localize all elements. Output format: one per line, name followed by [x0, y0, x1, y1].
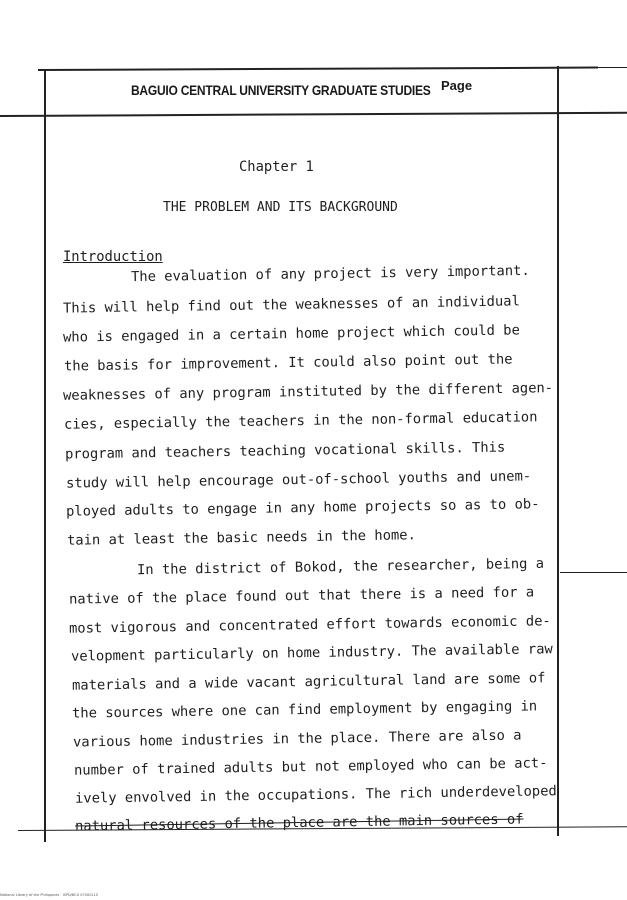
institution-name: BAGUIO CENTRAL UNIVERSITY GRADUATE STUDIES	[131, 82, 431, 98]
body-line: velopment particularly on home industry. The available raw	[70, 641, 553, 665]
body-line: program and teachers teaching vocational skills. This	[64, 439, 506, 463]
body-line: tain at least the basic needs in the home.	[66, 527, 416, 549]
body-line: ployed adults to engage in any home projects so as to ob-	[65, 496, 540, 520]
body-line: cies, especially the teachers in the non-formal education	[63, 409, 538, 433]
section-heading: Introduction	[63, 249, 163, 265]
chapter-title: THE PROBLEM AND ITS BACKGROUND	[163, 200, 398, 215]
chapter-label: Chapter 1	[239, 159, 314, 175]
body-line: various home industries in the place. There are also a	[72, 727, 522, 751]
body-line: the basis for improvement. It could also point out the	[63, 351, 513, 375]
body-line: ively envolved in the occupations. The rich underdeveloped	[74, 783, 557, 807]
body-line: study will help encourage out-of-school youths and unem-	[65, 468, 532, 492]
body-line: This will help find out the weaknesses of an individual	[62, 293, 520, 317]
body-line: number of trained adults but not employed who can be act-	[73, 755, 548, 779]
body-line: most vigorous and concentrated effort towards economic de-	[68, 613, 551, 637]
body-line: native of the place found out that there is a need for a	[68, 584, 535, 608]
body-line: In the district of Bokod, the researcher, being a	[136, 555, 545, 579]
body-line: who is engaged in a certain home project which could be	[62, 322, 520, 346]
body-line-struck: natural resources of the place are the main sources of	[74, 811, 524, 835]
body-line: The evaluation of any project is very important.	[130, 262, 530, 286]
scan-footer: National Library of the Philippines · ISPD/BCU 07000110	[0, 893, 99, 897]
body-line: weaknesses of any program instituted by the different agen-	[62, 380, 554, 404]
body-line: the sources where one can find employment by engaging in	[71, 698, 538, 722]
page-label: Page	[441, 78, 473, 93]
body-line: materials and a wide vacant agricultural land are some of	[71, 670, 546, 694]
